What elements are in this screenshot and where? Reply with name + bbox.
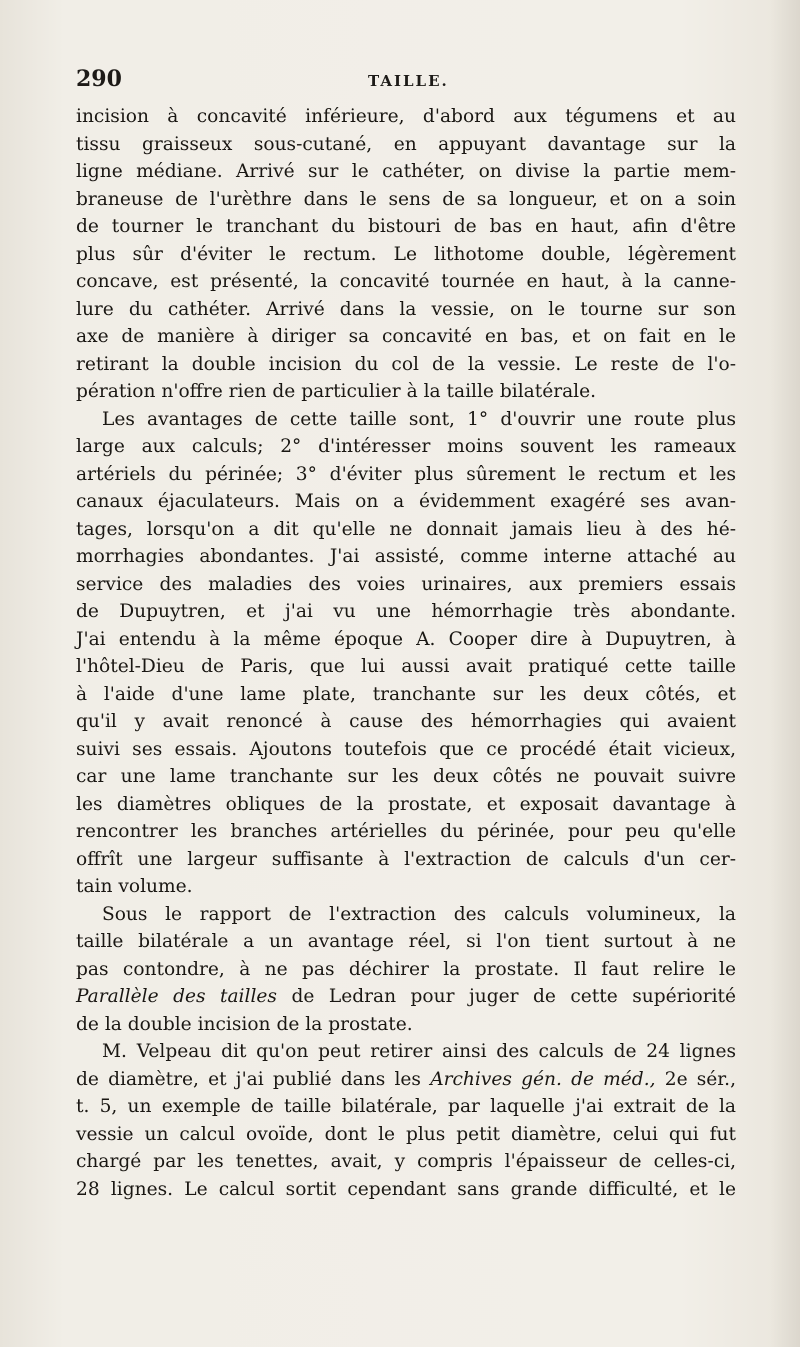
text-line-with-italic bbox=[76, 1066, 736, 1094]
text-line: tages, lorsqu'on a dit qu'elle ne donnait jamais lieu à des hé- bbox=[76, 518, 736, 540]
text-line: tissu graisseux sous-cutané, en appuyant davantage sur la bbox=[76, 133, 736, 155]
text-line: les diamètres obliques de la prostate, et exposait davantage à bbox=[76, 793, 736, 815]
text-line: suivi ses essais. Ajoutons toutefois que ce procédé était vicieux, bbox=[76, 738, 736, 760]
paragraph-2 bbox=[76, 406, 736, 901]
text-line: axe de manière à diriger sa concavité en bas, et on fait en le bbox=[76, 326, 736, 347]
text-line: car une lame tranchante sur les deux côtés ne pouvait suivre bbox=[76, 766, 736, 787]
text-line: de tourner le tranchant du bistouri de bas en haut, afin d'être bbox=[76, 216, 736, 237]
running-head bbox=[76, 66, 736, 100]
text-line: pas contondre, à ne pas déchirer la prostate. Il faut relire le bbox=[76, 958, 736, 980]
text-line: service des maladies des voies urinaires, aux premiers essais bbox=[76, 573, 736, 595]
paragraph-3 bbox=[76, 901, 736, 1039]
text-line: de la double incision de la prostate. bbox=[76, 1013, 413, 1035]
body-text bbox=[76, 103, 736, 1203]
running-title: TAILLE. bbox=[368, 72, 449, 90]
text-line: large aux calculs; 2° d'intéresser moins souvent les rameaux bbox=[76, 436, 736, 457]
text-line: ligne médiane. Arrivé sur le cathéter, on divise la partie mem- bbox=[76, 161, 736, 182]
text-line: t. 5, un exemple de taille bilatérale, par laquelle j'ai extrait de la bbox=[76, 1096, 736, 1117]
text-line: tain volume. bbox=[76, 876, 193, 897]
page-edge-shadow bbox=[770, 0, 800, 1347]
text-line: de Dupuytren, et j'ai vu une hémorrhagie très abondante. bbox=[76, 601, 736, 622]
text-line: artériels du périnée; 3° d'éviter plus sûrement le rectum et les bbox=[76, 463, 736, 485]
text-line: concave, est présenté, la concavité tournée en haut, à la canne- bbox=[76, 271, 736, 292]
text-line: chargé par les tenettes, avait, y compris l'épaisseur de celles-ci, bbox=[76, 1151, 736, 1172]
text-line: Sous le rapport de l'extraction des calculs volumineux, la bbox=[102, 903, 736, 925]
text-line: incision à concavité inférieure, d'abord aux tégumens et au bbox=[76, 106, 736, 127]
text-line: vessie un calcul ovoïde, dont le plus petit diamètre, celui qui fut bbox=[76, 1123, 736, 1145]
text-line: qu'il y avait renoncé à cause des hémorrhagies qui avaient bbox=[76, 711, 736, 732]
text-line: J'ai entendu à la même époque A. Cooper dire à Dupuytren, à bbox=[76, 628, 736, 650]
italic-title: Parallèle des tailles bbox=[76, 986, 277, 1007]
paragraph-1 bbox=[76, 103, 736, 406]
line-start: de diamètre, et j'ai publié dans les bbox=[76, 1068, 421, 1090]
text-line: plus sûr d'éviter le rectum. Le lithotome double, légèrement bbox=[76, 243, 736, 265]
text-line: canaux éjaculateurs. Mais on a évidemment exagéré ses avan- bbox=[76, 491, 736, 512]
text-line: M. Velpeau dit qu'on peut retirer ainsi des calculs de 24 lignes bbox=[102, 1041, 736, 1062]
text-line: lure du cathéter. Arrivé dans la vessie, on le tourne sur son bbox=[76, 298, 736, 320]
text-line: rencontrer les branches artérielles du périnée, pour peu qu'elle bbox=[76, 821, 736, 842]
text-line: pération n'offre rien de particulier à la taille bilatérale. bbox=[76, 381, 597, 402]
text-line: morrhagies abondantes. J'ai assisté, comme interne attaché au bbox=[76, 546, 736, 567]
page-number: 290 bbox=[76, 66, 122, 92]
text-line: taille bilatérale a un avantage réel, si l'on tient surtout à ne bbox=[76, 931, 736, 952]
text-line: Les avantages de cette taille sont, 1° d'ouvrir une route plus bbox=[102, 408, 736, 430]
line-end: 2e sér., bbox=[664, 1068, 736, 1090]
text-line: braneuse de l'urèthre dans le sens de sa longueur, et on a soin bbox=[76, 188, 736, 210]
text-line: offrît une largeur suffisante à l'extraction de calculs d'un cer- bbox=[76, 848, 736, 870]
italic-journal: Archives gén. de méd., bbox=[430, 1068, 656, 1090]
text-line-with-italic bbox=[76, 983, 736, 1011]
text-line: 28 lignes. Le calcul sortit cependant sans grande difficulté, et le bbox=[76, 1178, 736, 1200]
paragraph-4 bbox=[76, 1038, 736, 1203]
text-line: l'hôtel-Dieu de Paris, que lui aussi avait pratiqué cette taille bbox=[76, 656, 736, 677]
text-line: à l'aide d'une lame plate, tranchante sur les deux côtés, et bbox=[76, 683, 736, 705]
line-remainder: de Ledran pour juger de cette supériorité bbox=[291, 986, 737, 1007]
text-line: retirant la double incision du col de la vessie. Le reste de l'o- bbox=[76, 353, 736, 375]
